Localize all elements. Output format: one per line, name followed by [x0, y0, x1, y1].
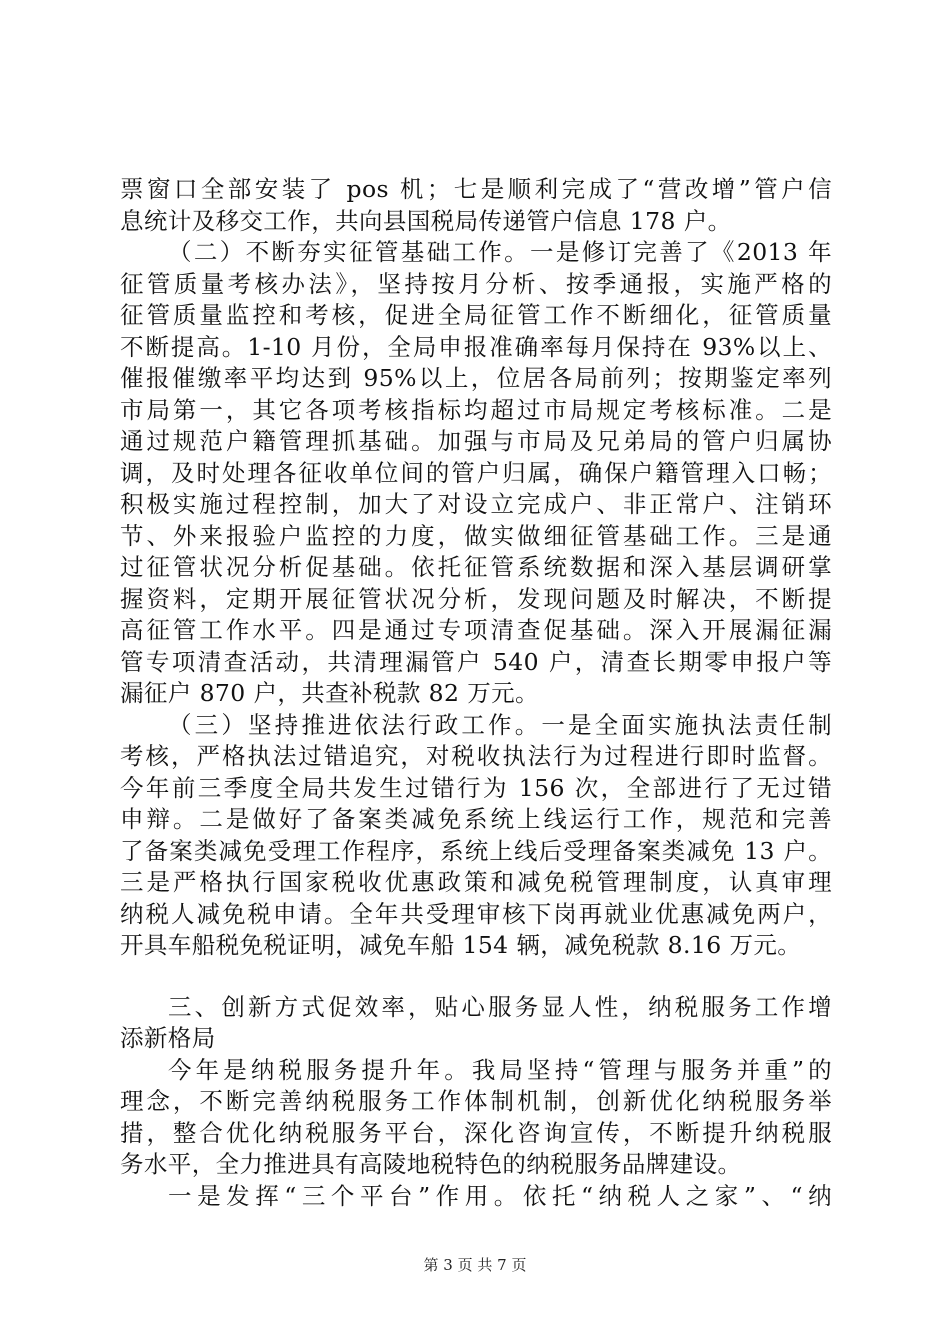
text-line: 征管质量监控和考核，促进全局征管工作不断细化，征管质量: [120, 301, 832, 329]
text-line: 节、外来报验户监控的力度，做实做细征管基础工作。三是通: [120, 521, 832, 550]
text-line: 三、创新方式促效率，贴心服务显人性，纳税服务工作增: [168, 992, 832, 1021]
text-line: 息统计及移交工作，共向县国税局传递管户信息 178 户。: [120, 206, 732, 235]
text-line: 今年是纳税服务提升年。我局坚持“管理与服务并重”的: [168, 1055, 832, 1084]
text-line: 不断提高。1-10 月份，全局申报准确率每月保持在 93%以上、: [120, 332, 832, 361]
page-number-label: 第 3 页 共 7 页: [423, 1256, 527, 1274]
text-line: 管专项清查活动，共清理漏管户 540 户，清查长期零申报户等: [120, 647, 832, 676]
text-line: 三是严格执行国家税收优惠政策和减免税管理制度，认真审理: [120, 868, 832, 896]
text-line: 高征管工作水平。四是通过专项清查促基础。深入开展漏征漏: [120, 616, 832, 644]
text-line: 措，整合优化纳税服务平台，深化咨询宣传，不断提升纳税服: [120, 1118, 832, 1147]
text-line: 漏征户 870 户，共查补税款 82 万元。: [120, 679, 539, 707]
text-line: 积极实施过程控制，加大了对设立完成户、非正常户、注销环: [120, 490, 832, 518]
paragraph-block-2: [120, 992, 832, 1213]
text-line: 添新格局: [120, 1024, 216, 1052]
text-line: 一是发挥“三个平台”作用。依托“纳税人之家”、“纳: [168, 1181, 832, 1210]
text-line: 调，及时处理各征收单位间的管户归属，确保户籍管理入口畅；: [120, 458, 832, 487]
text-line: 今年前三季度全局共发生过错行为 156 次，全部进行了无过错: [120, 773, 832, 802]
page-footer: [0, 1254, 950, 1275]
text-line: 市局第一，其它各项考核指标均超过市局规定考核标准。二是: [120, 395, 832, 424]
text-line: 务水平，全力推进具有高陵地税特色的纳税服务品牌建设。: [120, 1150, 742, 1178]
section-spacer: [120, 962, 832, 992]
text-line: 申辩。二是做好了备案类减免系统上线运行工作，规范和完善: [120, 805, 832, 833]
text-line: 了备案类减免受理工作程序，系统上线后受理备案类减免 13 户。: [120, 836, 832, 865]
text-line: 通过规范户籍管理抓基础。加强与市局及兄弟局的管户归属协: [120, 427, 832, 455]
paragraph-block-1: [120, 174, 832, 962]
text-line: 握资料，定期开展征管状况分析，发现问题及时解决，不断提: [120, 584, 832, 613]
text-line: 过征管状况分析促基础。依托征管系统数据和深入基层调研掌: [120, 553, 832, 581]
text-line: 开具车船税免税证明，减免车船 154 辆，减免税款 8.16 万元。: [120, 931, 802, 959]
text-line: （二）不断夯实征管基础工作。一是修订完善了《2013 年: [168, 238, 832, 266]
text-line: 理念，不断完善纳税服务工作体制机制，创新优化纳税服务举: [120, 1087, 832, 1115]
text-line: 征管质量考核办法》，坚持按月分析、按季通报，实施严格的: [120, 269, 832, 298]
text-line: （三）坚持推进依法行政工作。一是全面实施执法责任制: [168, 710, 832, 739]
text-line: 考核，严格执法过错追究，对税收执法行为过程进行即时监督。: [120, 742, 832, 770]
text-line: 纳税人减免税申请。全年共受理审核下岗再就业优惠减免两户，: [120, 899, 832, 928]
document-body: [120, 174, 832, 1212]
text-line: 票窗口全部安装了 pos 机；七是顺利完成了“营改增”管户信: [120, 175, 832, 203]
text-line: 催报催缴率平均达到 95%以上，位居各局前列；按期鉴定率列: [120, 364, 832, 392]
